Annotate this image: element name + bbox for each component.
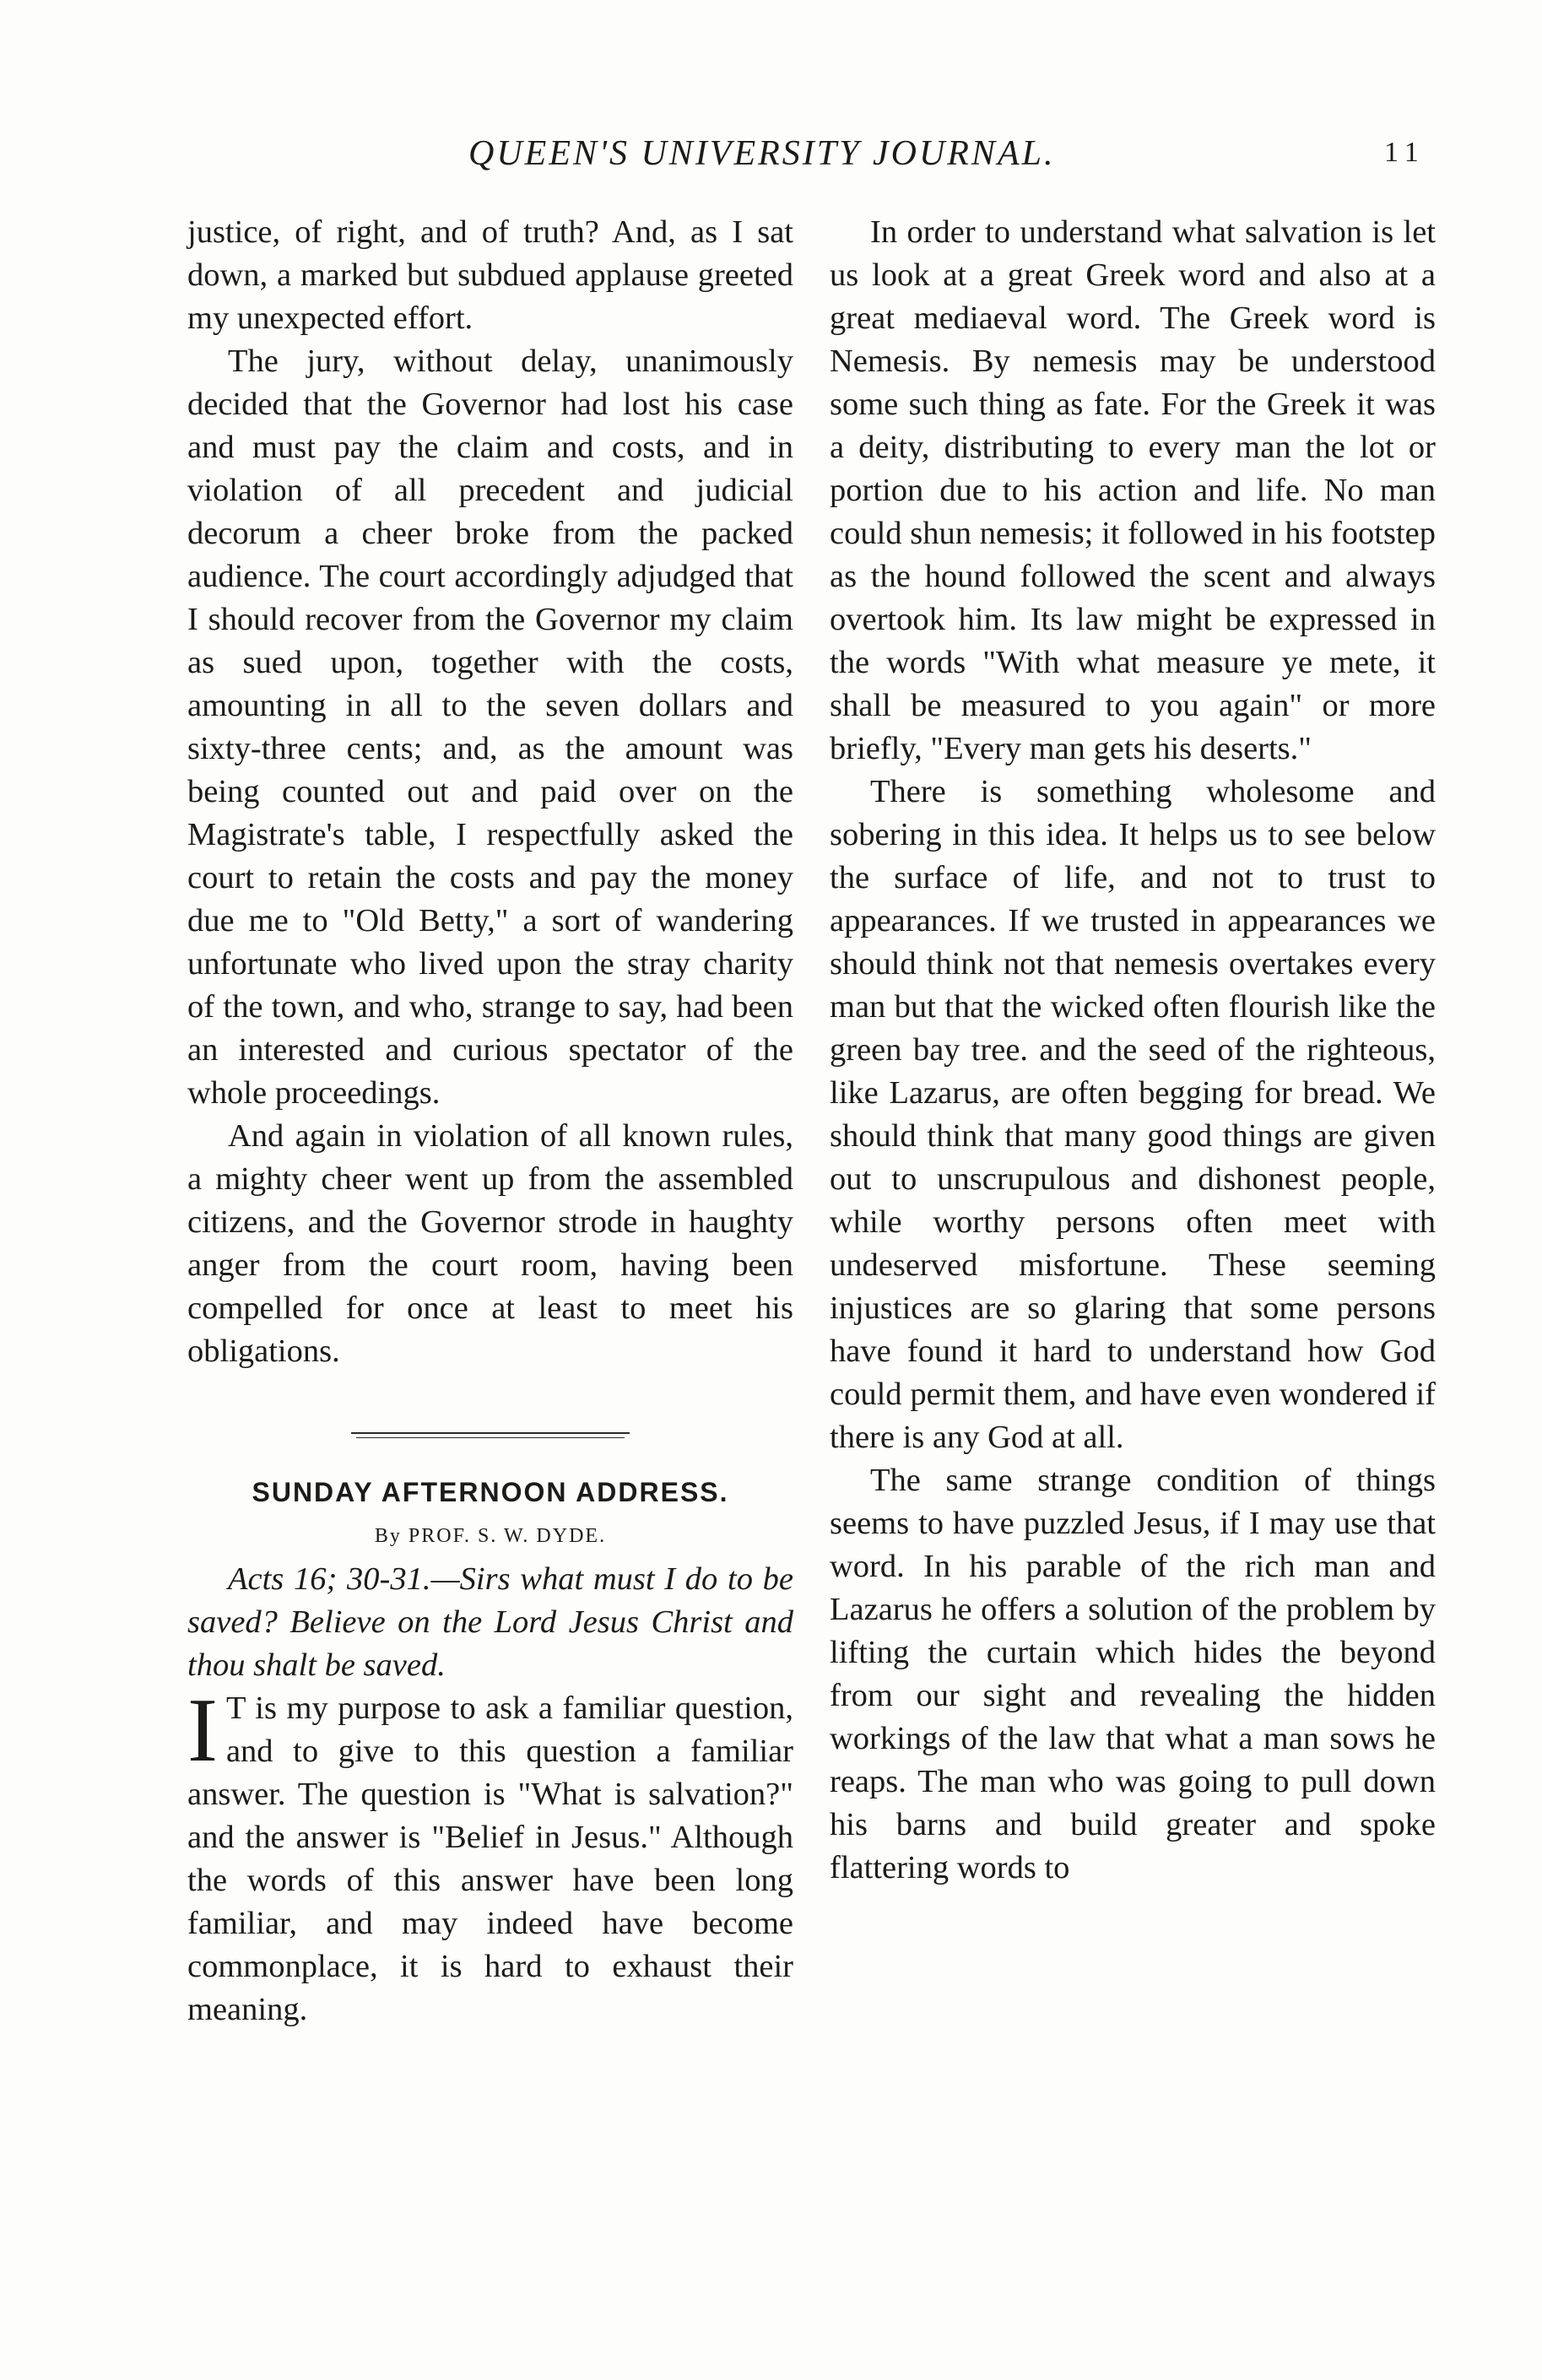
page-number: 11 bbox=[1384, 137, 1426, 168]
left-column bbox=[187, 211, 793, 2031]
divider-rule bbox=[351, 1432, 630, 1434]
paragraph-cheer: And again in violation of all known rules, a mighty cheer went up from the assembled citizens, and the Governor strode in haughty anger from the court room, having been compelled for once at least to meet his obligations. bbox=[187, 1118, 793, 1369]
paragraph-opening-text: T is my purpose to ask a familiar question, and to give to this question a familiar answer. The question is "What is salvation?" and the answer is "Belief in Jesus." Although the words of this answer have been long familiar, and may indeed have become commonplace, it is hard to exhaust their meaning. bbox=[187, 1690, 793, 2027]
divider-rule-thin bbox=[356, 1437, 625, 1438]
paragraph-nemesis: In order to understand what salvation is let us look at a great Greek word and also at a great mediaeval word. The Greek word is Nemesis. By nemesis may be understood some such thing as fate. For the Greek it was a deity, distributing to every man the lot or portion due to his action and life. No man could shun nemesis; it followed in his footstep as the hound followed the scent and always overtook him. Its law might be expressed in the words "With what measure ye mete, it shall be measured to you again" or more briefly, "Every man gets his deserts." bbox=[830, 214, 1436, 766]
running-head bbox=[0, 133, 1542, 184]
paragraph-appearances: There is something wholesome and sobering in this idea. It helps us to see below the surface of life, and not to trust to appearances. If we trusted in appearances we should think not that nemesis overtakes every man but that the wicked often flourish like the green bay tree. and the seed of the righteous, like Lazarus, are often begging for bread. We should think that many good things are given out to unscrupulous and dishonest people, while worthy persons often meet with undeserved misfortune. These seeming injustices are so glaring that some persons have found it hard to understand how God could permit them, and have even wondered if there is any God at all. bbox=[830, 774, 1436, 1455]
paragraph-continuation: justice, of right, and of truth? And, as I sat down, a marked but subdued applause greeted my unexpected effort. bbox=[187, 214, 793, 336]
scripture-quote: Acts 16; 30-31.—Sirs what must I do to be saved? Believe on the Lord Jesus Christ and thou shalt be saved. bbox=[187, 1561, 793, 1683]
paragraph-opening bbox=[187, 1680, 793, 2031]
article-heading: SUNDAY AFTERNOON ADDRESS. bbox=[252, 1477, 729, 1507]
journal-title: QUEEN'S UNIVERSITY JOURNAL. bbox=[468, 134, 1056, 173]
right-column bbox=[830, 211, 1436, 1890]
section-divider bbox=[351, 1432, 630, 1438]
drop-cap: I bbox=[187, 1680, 218, 1781]
paragraph-parable: The same strange condition of things seems to have puzzled Jesus, if I may use that word. In his parable of the rich man and Lazarus he offers a solution of the problem by lifting the curtain which hides the beyond from our sight and revealing the hidden workings of the law that what a man sows he reaps. The man who was going to pull down his barns and build greater and spoke flattering words to bbox=[830, 1463, 1436, 1885]
byline: By PROF. S. W. DYDE. bbox=[374, 1525, 607, 1547]
paragraph-jury-verdict: The jury, without delay, unanimously decided that the Governor had lost his case and must pay the claim and costs, and in violation of all precedent and judicial decorum a cheer broke from the packed audience. The court accordingly adjudged that I should recover from the Governor my claim as sued upon, together with the costs, amounting in all to the seven dollars and sixty-three cents; and, as the amount was being counted out and paid over on the Magistrate's table, I respectfully asked the court to retain the costs and pay the money due me to "Old Betty," a sort of wandering unfortunate who lived upon the stray charity of the town, and who, strange to say, had been an interested and curious spectator of the whole proceedings. bbox=[187, 343, 793, 1111]
